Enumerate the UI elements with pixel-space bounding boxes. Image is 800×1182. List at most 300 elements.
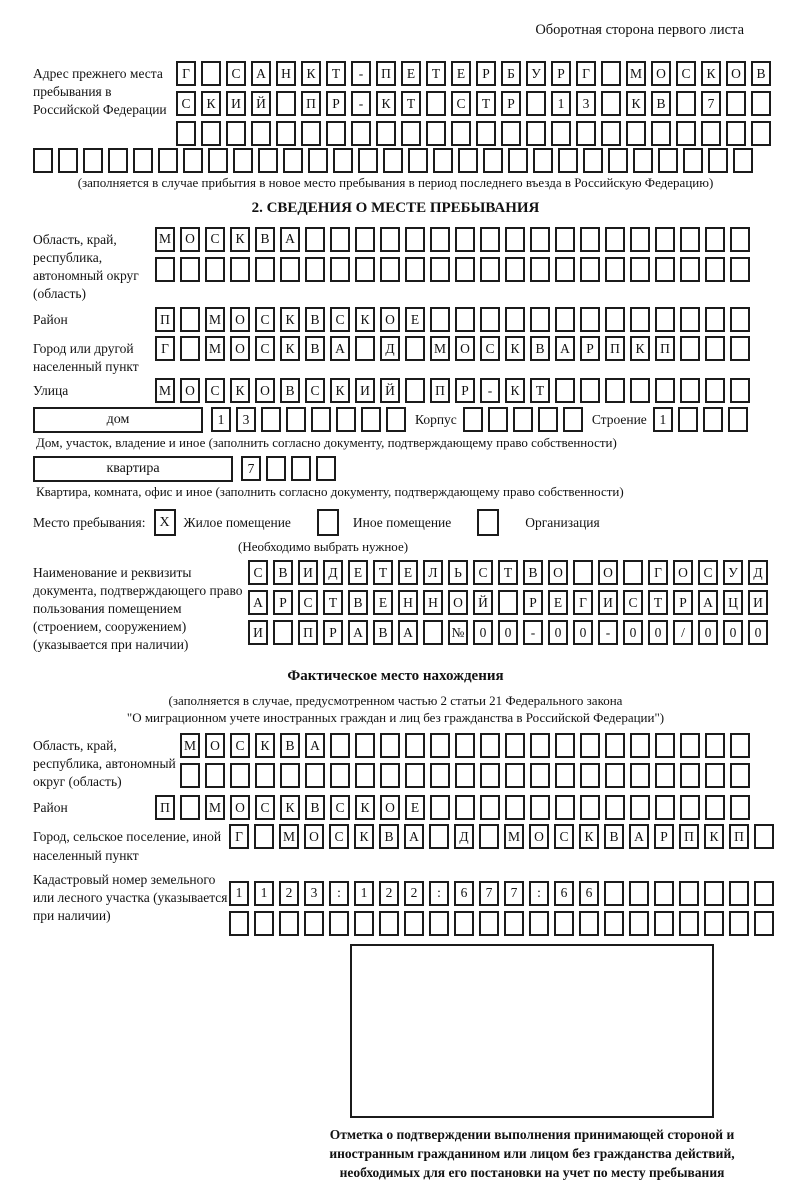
actual-city-label: Город, сельское поселение, иной населенный пункт [33,829,222,863]
char-cell [583,148,603,173]
char-cell: Г [229,824,249,849]
char-cell [33,148,53,173]
char-cell: 2 [404,881,424,906]
actual-region-row-2 [180,763,750,788]
char-cell: К [376,91,396,116]
char-cell: 3 [576,91,596,116]
char-cell: 1 [211,407,231,432]
char-cell: 0 [573,620,593,645]
char-cell [580,227,600,252]
char-cell [705,227,725,252]
char-cell: С [248,560,268,585]
char-cell [655,257,675,282]
char-cell [705,307,725,332]
char-cell: Т [323,590,343,615]
char-cell [479,911,499,936]
house-cells [211,407,406,432]
actual-region-block [33,733,758,791]
char-cell: М [504,824,524,849]
stay-type-note: (Необходимо выбрать нужное) [238,539,409,555]
char-cell: В [348,590,368,615]
actual-district-block [33,795,758,820]
char-cell [530,227,550,252]
char-cell: О [673,560,693,585]
char-cell [305,257,325,282]
char-cell: Е [373,590,393,615]
char-cell [580,795,600,820]
char-cell: Р [455,378,475,403]
char-cell [201,121,221,146]
char-cell [330,257,350,282]
char-cell [704,911,724,936]
char-cell [480,763,500,788]
char-cell [455,795,475,820]
char-cell [429,911,449,936]
char-cell [336,407,356,432]
char-cell [483,148,503,173]
char-cell: О [230,307,250,332]
char-cell [630,795,650,820]
char-cell: 6 [579,881,599,906]
char-cell [480,227,500,252]
char-cell [201,61,221,86]
char-cell [629,881,649,906]
char-cell [355,227,375,252]
char-cell: - [351,91,371,116]
char-cell: М [155,378,175,403]
char-cell [423,620,443,645]
char-cell: О [255,378,275,403]
char-cell [158,148,178,173]
stamp-area [306,944,758,1182]
char-cell: О [651,61,671,86]
char-cell: С [473,560,493,585]
char-cell: 2 [379,881,399,906]
char-cell [405,733,425,758]
char-cell [254,911,274,936]
char-cell: 7 [701,91,721,116]
city-block [33,336,758,376]
char-cell: Т [530,378,550,403]
char-cell: 6 [554,881,574,906]
char-cell: 1 [653,407,673,432]
char-cell: С [451,91,471,116]
char-cell [355,336,375,361]
char-cell [605,733,625,758]
char-cell [563,407,583,432]
char-cell [508,148,528,173]
char-cell [429,824,449,849]
city-label: Город или другой населенный пункт [33,341,139,375]
char-cell [726,121,746,146]
street-block [33,378,758,403]
char-cell: С [205,227,225,252]
char-cell [513,407,533,432]
char-cell [333,148,353,173]
char-cell: Р [580,336,600,361]
char-cell: Р [523,590,543,615]
region-row-1 [155,227,750,252]
char-cell [708,148,728,173]
char-cell [180,795,200,820]
char-cell: С [554,824,574,849]
char-cell [280,257,300,282]
char-cell [680,307,700,332]
char-cell [655,795,675,820]
prev-address-row-4 [33,148,758,173]
char-cell [730,378,750,403]
char-cell: О [304,824,324,849]
char-cell [730,336,750,361]
char-cell [679,911,699,936]
char-cell [555,795,575,820]
cadastral-block [33,867,758,936]
char-cell [680,257,700,282]
house-note: Дом, участок, владение и иное (заполнить согласно документу, подтверждающему право собственности) [36,435,617,451]
char-cell [701,121,721,146]
char-cell [404,911,424,936]
char-cell: У [526,61,546,86]
char-cell [730,307,750,332]
char-cell: С [698,560,718,585]
char-cell [505,227,525,252]
char-cell [498,590,518,615]
char-cell [258,148,278,173]
char-cell [455,227,475,252]
char-cell: 0 [498,620,518,645]
cadastral-label: Кадастровый номер земельного или лесного участка (указывается при наличии) [33,871,228,923]
char-cell [305,227,325,252]
char-cell: К [230,378,250,403]
char-cell [83,148,103,173]
char-cell [463,407,483,432]
char-cell: К [230,227,250,252]
char-cell: Е [398,560,418,585]
char-cell [605,227,625,252]
char-cell [405,763,425,788]
char-cell: : [429,881,449,906]
char-cell [754,911,774,936]
char-cell: К [505,378,525,403]
char-cell [480,795,500,820]
char-cell [555,227,575,252]
char-cell: М [180,733,200,758]
char-cell: С [205,378,225,403]
actual-location-title: Фактическое место нахождения [287,668,504,685]
char-cell [655,733,675,758]
char-cell: О [230,795,250,820]
char-cell [730,227,750,252]
char-cell [180,336,200,361]
char-cell: О [180,378,200,403]
char-cell: А [404,824,424,849]
char-cell: Т [401,91,421,116]
char-cell [430,257,450,282]
char-cell: Й [473,590,493,615]
char-cell: К [701,61,721,86]
actual-district-row [155,795,750,820]
char-cell [655,307,675,332]
char-cell [680,378,700,403]
char-cell [604,911,624,936]
char-cell: О [529,824,549,849]
char-cell: 1 [254,881,274,906]
char-cell: Т [476,91,496,116]
stay-type-label: Место пребывания: [33,514,146,530]
char-cell [680,227,700,252]
char-cell: П [605,336,625,361]
stamp-note: Отметка о подтверждении выполнения принимающей стороной и иностранным гражданином или лицом без гражданства действий, необходимых для его постановки на учет по месту пребывания [329,1126,735,1180]
char-cell: Д [380,336,400,361]
char-cell: С [255,336,275,361]
char-cell [351,121,371,146]
char-cell: С [255,795,275,820]
char-cell [530,307,550,332]
char-cell: М [205,307,225,332]
char-cell [580,257,600,282]
char-cell: К [301,61,321,86]
char-cell [358,148,378,173]
district-block [33,307,758,332]
checkbox-residential: X [154,509,176,536]
char-cell [488,407,508,432]
char-cell [261,407,281,432]
actual-city-row [229,824,774,849]
prev-address-label: Адрес прежнего места пребывания в Российской Федерации [33,66,167,118]
char-cell [255,763,275,788]
char-cell: П [155,795,175,820]
char-cell: № [448,620,468,645]
char-cell [316,456,336,481]
char-cell [455,307,475,332]
char-cell: 6 [454,881,474,906]
char-cell: - [523,620,543,645]
char-cell [326,121,346,146]
char-cell [630,733,650,758]
char-cell [330,733,350,758]
char-cell: О [726,61,746,86]
char-cell [266,456,286,481]
char-cell [451,121,471,146]
char-cell: Т [498,560,518,585]
char-cell: Р [326,91,346,116]
char-cell: В [523,560,543,585]
char-cell: А [348,620,368,645]
char-cell [633,148,653,173]
char-cell: А [305,733,325,758]
street-row [155,378,750,403]
char-cell [679,881,699,906]
stamp-box [350,944,714,1118]
char-cell: В [273,560,293,585]
char-cell [280,763,300,788]
char-cell [430,733,450,758]
char-cell: Н [423,590,443,615]
char-cell [180,763,200,788]
char-cell [251,121,271,146]
char-cell: А [398,620,418,645]
char-cell [551,121,571,146]
char-cell [605,257,625,282]
char-cell [480,733,500,758]
char-cell [730,763,750,788]
apartment-box-label: квартира [33,456,233,482]
char-cell [555,307,575,332]
char-cell: В [379,824,399,849]
char-cell [530,257,550,282]
char-cell: П [155,307,175,332]
stroenie-cells [653,407,748,432]
char-cell [730,733,750,758]
document-row-1 [248,560,768,585]
char-cell [704,881,724,906]
char-cell: Е [405,307,425,332]
checkbox-other-premises [317,509,339,536]
char-cell: Ц [723,590,743,615]
char-cell [705,763,725,788]
char-cell [728,407,748,432]
char-cell: В [305,795,325,820]
char-cell: С [676,61,696,86]
char-cell [573,560,593,585]
char-cell: 7 [504,881,524,906]
char-cell: Е [348,560,368,585]
char-cell [176,121,196,146]
corner-note: Оборотная сторона первого листа [535,22,744,38]
char-cell: И [748,590,768,615]
char-cell: К [630,336,650,361]
district-label: Район [33,312,68,328]
char-cell [108,148,128,173]
char-cell [538,407,558,432]
char-cell: И [355,378,375,403]
city-row [155,336,750,361]
char-cell: Т [326,61,346,86]
char-cell [505,763,525,788]
actual-location-note-2: "О миграционном учете иностранных граждан и лиц без гражданства в Российской Федерации") [126,710,665,726]
char-cell: Л [423,560,443,585]
actual-region-cells [180,733,750,788]
char-cell [526,121,546,146]
char-cell: А [251,61,271,86]
char-cell [703,407,723,432]
char-cell [205,257,225,282]
char-cell: А [629,824,649,849]
char-cell [455,763,475,788]
char-cell: О [230,336,250,361]
char-cell [279,911,299,936]
char-cell: : [529,881,549,906]
char-cell [505,307,525,332]
region-cells [155,227,750,282]
char-cell [405,257,425,282]
char-cell: 3 [236,407,256,432]
char-cell [476,121,496,146]
char-cell [291,456,311,481]
char-cell [380,763,400,788]
char-cell [208,148,228,173]
char-cell: 0 [698,620,718,645]
char-cell: О [380,307,400,332]
char-cell [380,733,400,758]
char-cell: С [329,824,349,849]
char-cell: С [480,336,500,361]
char-cell [654,881,674,906]
char-cell: 3 [304,881,324,906]
char-cell: Й [251,91,271,116]
char-cell: - [598,620,618,645]
char-cell: К [255,733,275,758]
char-cell: М [205,795,225,820]
prev-address-block [33,61,766,146]
char-cell: 1 [354,881,374,906]
char-cell: Е [548,590,568,615]
char-cell [458,148,478,173]
char-cell [680,733,700,758]
char-cell [601,91,621,116]
char-cell [751,91,771,116]
char-cell [730,795,750,820]
char-cell [655,763,675,788]
char-cell [408,148,428,173]
char-cell: К [579,824,599,849]
char-cell [555,257,575,282]
char-cell: Б [501,61,521,86]
char-cell: О [180,227,200,252]
char-cell [383,148,403,173]
char-cell [58,148,78,173]
char-cell [205,763,225,788]
char-cell [605,307,625,332]
korpus-cells [463,407,583,432]
char-cell: С [330,307,350,332]
char-cell: С [330,795,350,820]
char-cell [276,121,296,146]
char-cell: В [305,336,325,361]
char-cell: К [354,824,374,849]
char-cell: О [380,795,400,820]
char-cell: 0 [473,620,493,645]
char-cell: - [480,378,500,403]
char-cell [355,733,375,758]
prev-address-row-2 [176,91,771,116]
region-row-2 [155,257,750,282]
apartment-cells [241,456,336,481]
char-cell [601,121,621,146]
char-cell: В [651,91,671,116]
actual-city-block [33,824,758,864]
document-row-2 [248,590,768,615]
char-cell [355,257,375,282]
option-other-premises-label: Иное помещение [352,514,452,530]
char-cell: П [301,91,321,116]
char-cell: П [655,336,675,361]
char-cell: Р [476,61,496,86]
char-cell: С [176,91,196,116]
char-cell: Г [576,61,596,86]
char-cell [608,148,628,173]
apartment-note: Квартира, комната, офис и иное (заполнить согласно документу, подтверждающему право собственности) [36,484,624,500]
char-cell [680,795,700,820]
char-cell [305,763,325,788]
char-cell: В [255,227,275,252]
char-cell: С [623,590,643,615]
char-cell [273,620,293,645]
char-cell [580,378,600,403]
stay-type-row [33,509,758,536]
char-cell [430,307,450,332]
char-cell: Д [748,560,768,585]
